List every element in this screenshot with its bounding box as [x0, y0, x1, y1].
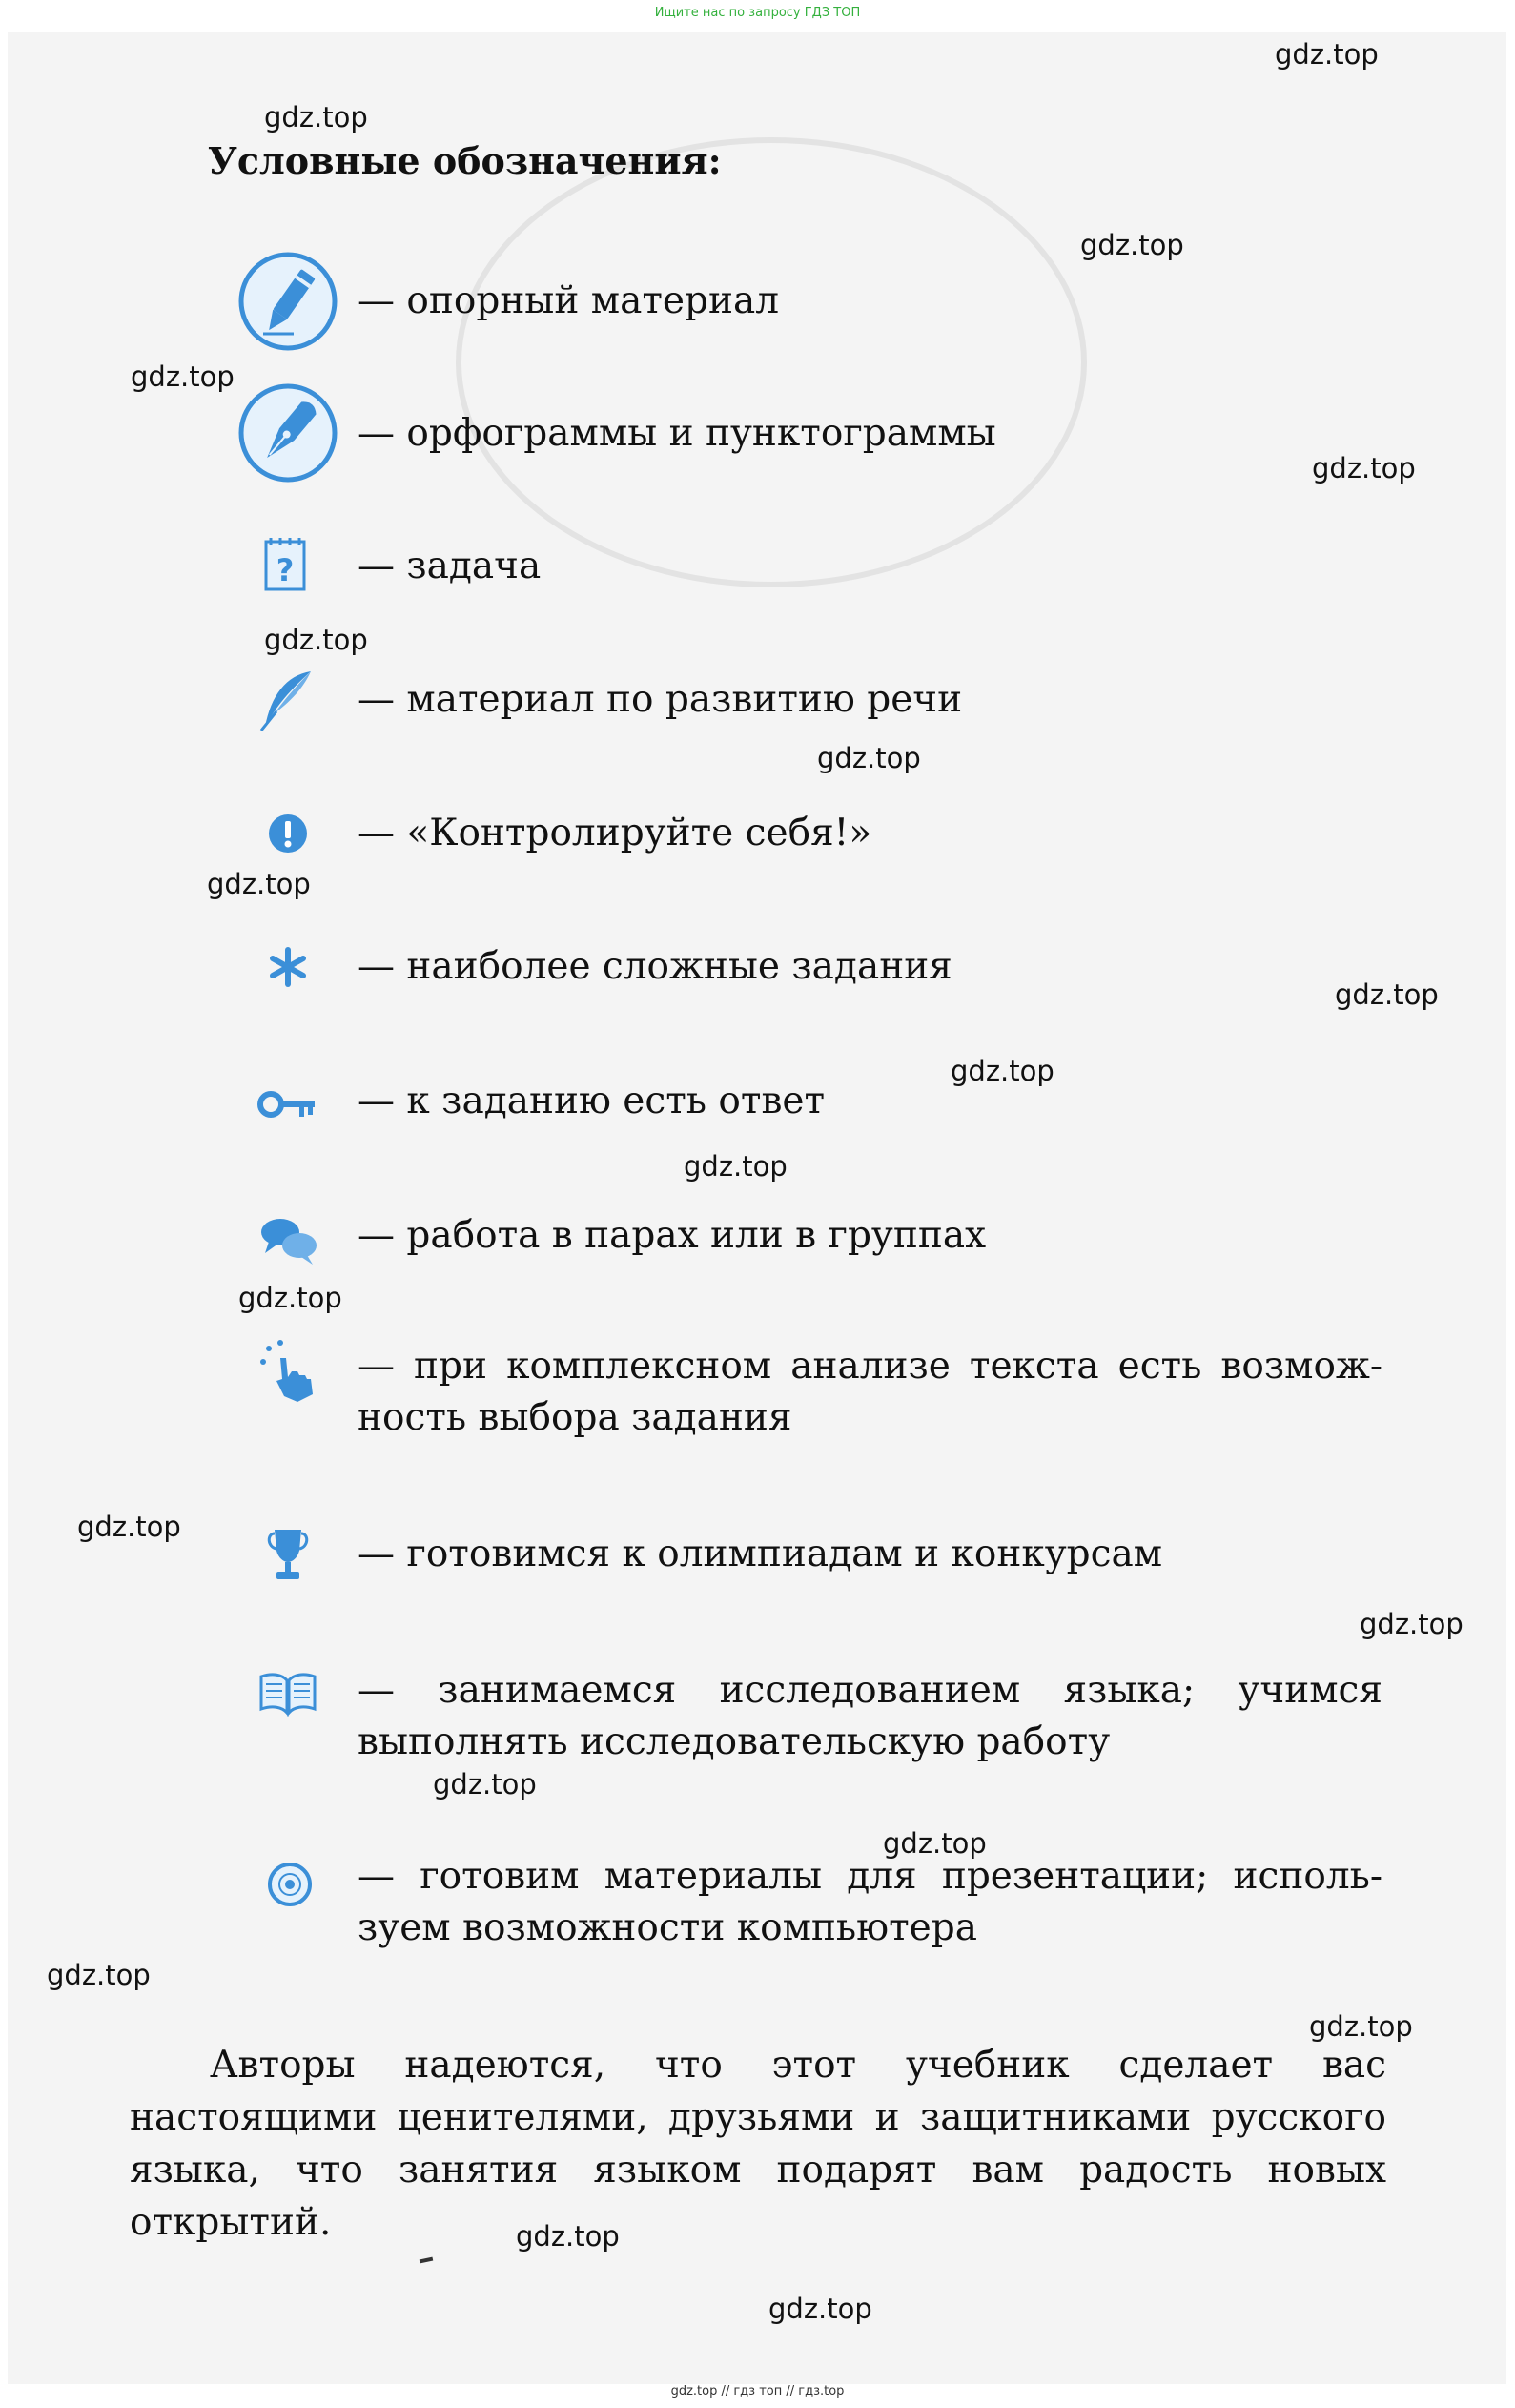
disc-icon — [267, 1862, 313, 1907]
pencil-circle-icon — [236, 250, 339, 353]
top-banner: Ищите нас по запросу ГДЗ ТОП — [654, 6, 861, 20]
legend-text: — «Контролируйте себя!» — [358, 812, 872, 854]
watermark: gdz.top — [684, 1150, 788, 1183]
legend-text: — орфограммы и пунктограммы — [358, 412, 996, 455]
legend-text: — готовим материалы для презентации; исполь-зуем возможности компьютера — [358, 1855, 1382, 1949]
trophy-icon — [265, 1526, 311, 1583]
speech-bubbles-icon — [259, 1215, 318, 1266]
pointing-hand-icon — [259, 1339, 318, 1404]
svg-text:?: ? — [276, 552, 295, 588]
question-note-icon — [263, 536, 309, 593]
watermark: gdz.top — [1275, 38, 1379, 71]
watermark: gdz.top — [817, 742, 921, 774]
watermark: gdz.top — [264, 101, 368, 134]
legend-text: — наиболее сложные задания — [358, 945, 952, 988]
watermark: gdz.top — [77, 1511, 181, 1543]
bleed-through-oval — [456, 137, 1087, 587]
watermark: gdz.top — [47, 1959, 151, 1991]
legend-text: — работа в парах или в группах — [358, 1214, 987, 1257]
exclamation-icon — [267, 813, 309, 854]
watermark: gdz.top — [433, 1768, 537, 1801]
watermark: gdz.top — [516, 2220, 620, 2253]
watermark: gdz.top — [207, 868, 311, 900]
open-book-icon — [257, 1671, 318, 1717]
legend-heading: Условные обозначения: — [208, 139, 722, 182]
watermark: gdz.top — [131, 360, 235, 393]
closing-paragraph: Авторы надеются, что этот учебник сделает вас настоящими ценителями, друзьями и защитниками русского языка, что занятия языком подарят вам радость новых открытий. — [130, 2044, 1386, 2244]
watermark: gdz.top — [768, 2293, 872, 2325]
bottom-banner: gdz.top // гдз топ // гдз.top — [670, 2384, 845, 2398]
watermark: gdz.top — [1080, 229, 1184, 261]
watermark: gdz.top — [1360, 1608, 1464, 1640]
asterisk-icon — [267, 946, 309, 988]
watermark: gdz.top — [238, 1282, 342, 1314]
watermark: gdz.top — [1309, 2010, 1413, 2043]
legend-text: — при комплексном анализе текста есть возмож-ность выбора задания — [358, 1345, 1382, 1439]
legend-text: — занимаемся исследованием языка; учимся выполнять исследовательскую работу — [358, 1669, 1382, 1763]
legend-text: — к заданию есть ответ — [358, 1080, 826, 1122]
watermark: gdz.top — [1335, 978, 1439, 1011]
legend-text: — материал по развитию речи — [358, 678, 963, 721]
watermark: gdz.top — [883, 1827, 987, 1860]
quill-icon — [257, 668, 315, 732]
fountain-pen-circle-icon — [236, 381, 339, 484]
watermark: gdz.top — [264, 624, 368, 656]
key-icon — [257, 1087, 318, 1122]
legend-text: — готовимся к олимпиадам и конкурсам — [358, 1533, 1163, 1575]
watermark: gdz.top — [1312, 452, 1416, 484]
watermark: gdz.top — [951, 1055, 1054, 1087]
legend-text: — задача — [358, 545, 542, 587]
legend-text: — опорный материал — [358, 279, 779, 322]
